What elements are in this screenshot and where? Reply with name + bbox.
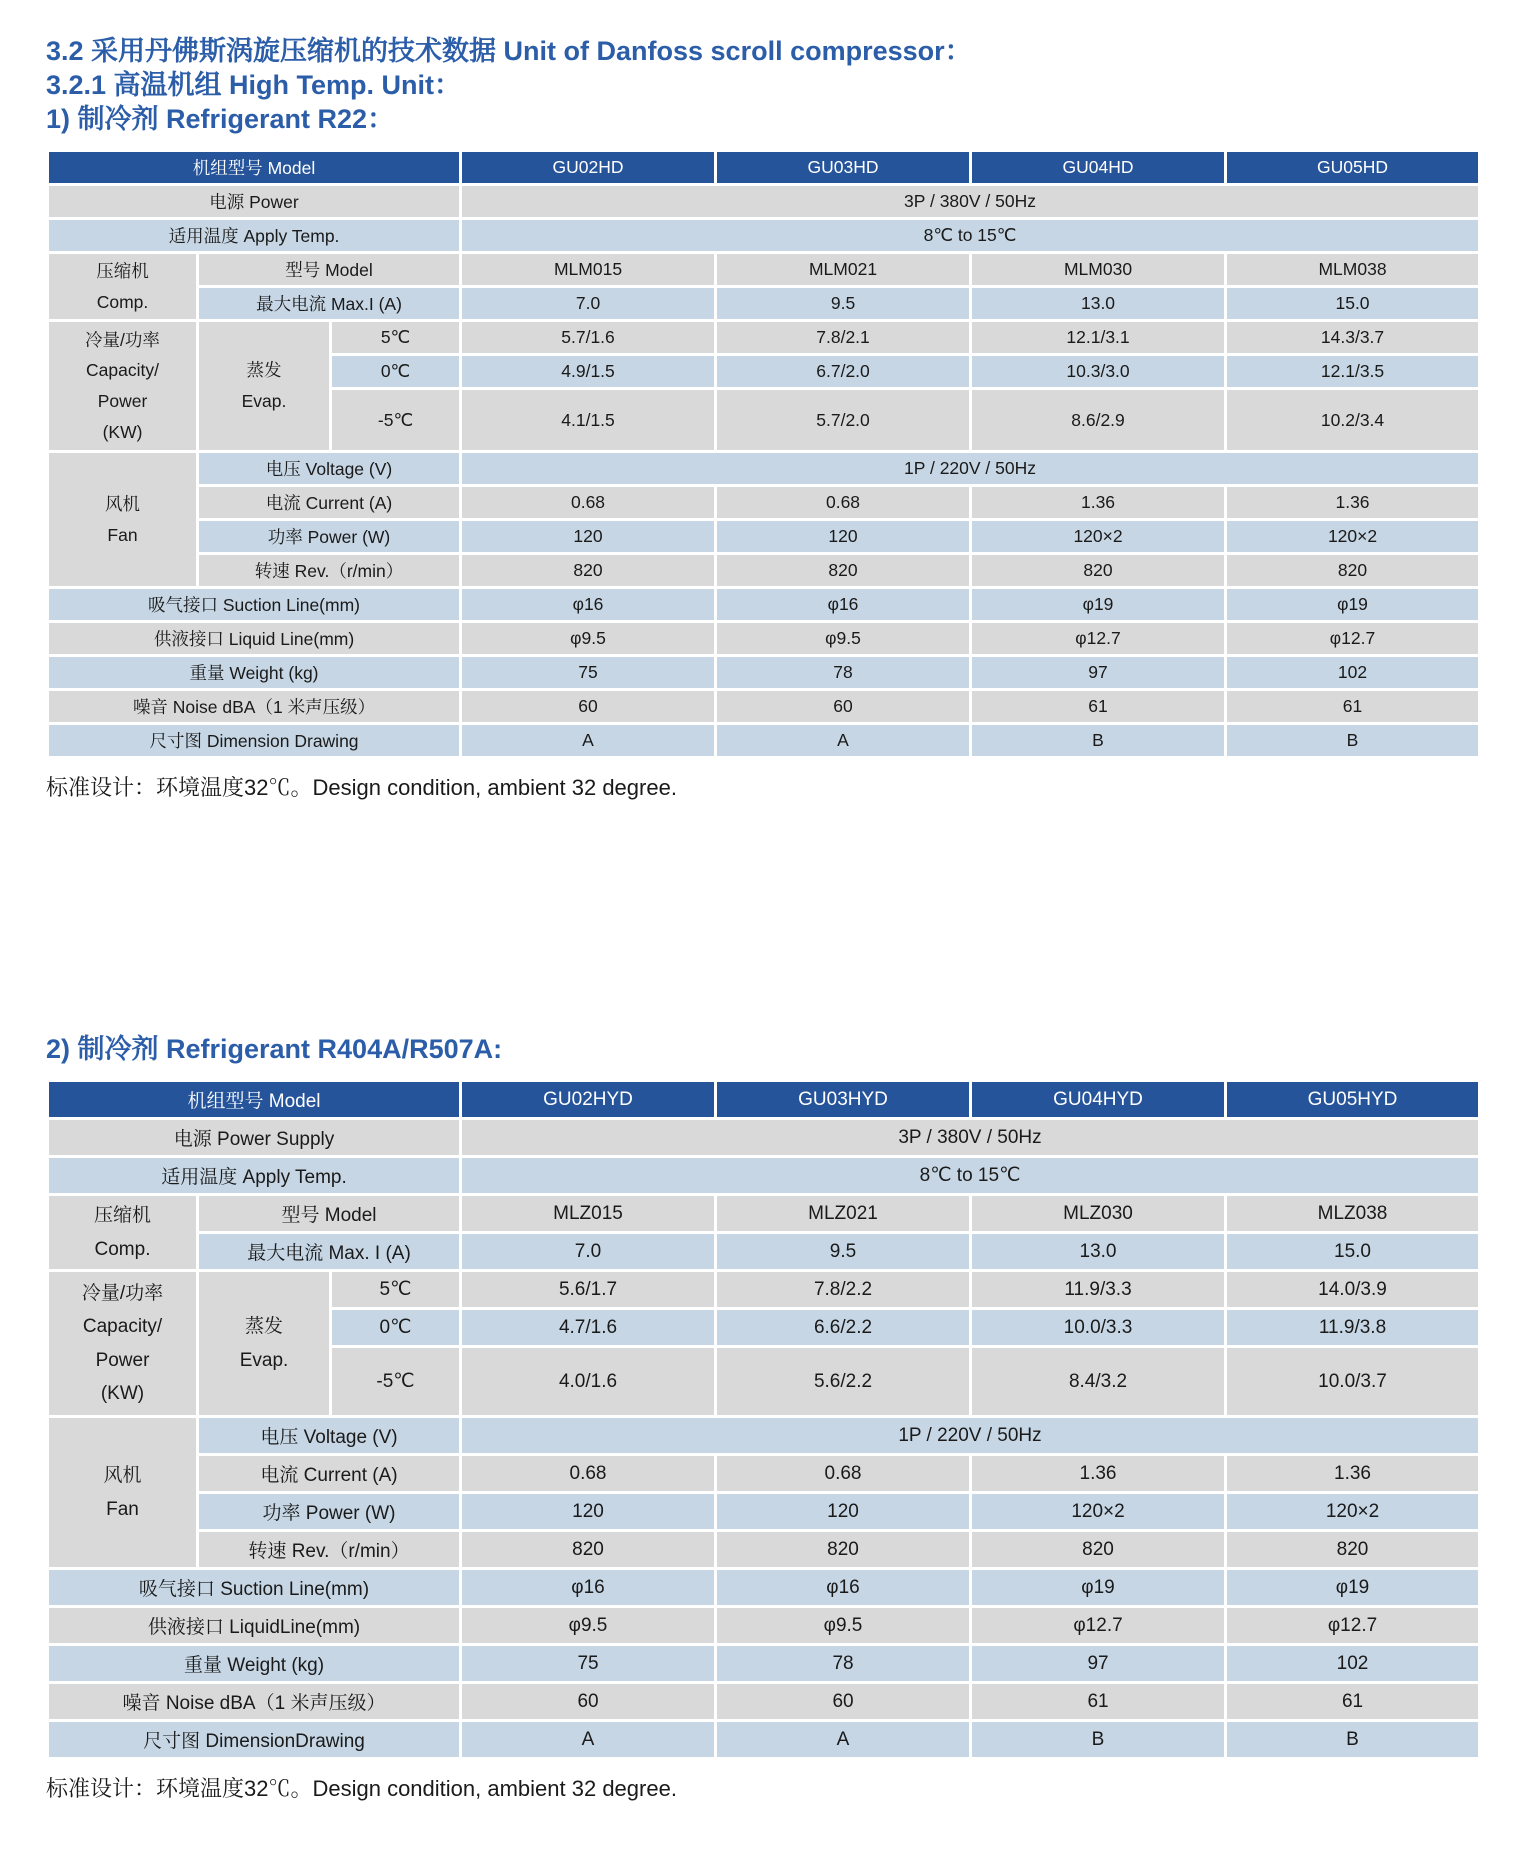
- value-cell: 4.7/1.6: [461, 1309, 716, 1347]
- model-column-header: GU04HD: [971, 151, 1226, 185]
- model-header-label: 机组型号 Model: [48, 151, 461, 185]
- table-row: [48, 486, 1480, 520]
- group-label-line: 冷量/功率: [81, 1283, 164, 1304]
- group-label-line: 风机: [105, 493, 140, 514]
- group-label-line: Evap.: [239, 1349, 289, 1371]
- group-label-evap: [198, 1271, 331, 1417]
- value-cell: 5.7/1.6: [461, 321, 716, 355]
- group-label-line: Evap.: [241, 391, 287, 411]
- row-label: 供液接口 Liquid Line(mm): [48, 622, 461, 656]
- model-header-label: 机组型号 Model: [48, 1081, 461, 1119]
- group-label-compressor: [48, 1195, 198, 1271]
- table-row: [48, 622, 1480, 656]
- value-cell: 75: [461, 1645, 716, 1683]
- value-cell: φ16: [716, 588, 971, 622]
- row-label: 尺寸图 DimensionDrawing: [48, 1721, 461, 1759]
- table-row: [48, 1683, 1480, 1721]
- section-title-r22: 1) 制冷剂 Refrigerant R22：: [46, 104, 395, 134]
- value-cell: 120×2: [1226, 520, 1480, 554]
- value-cell: 8℃ to 15℃: [461, 1157, 1480, 1195]
- value-cell: 120: [461, 520, 716, 554]
- group-label-line: Capacity/: [82, 1316, 163, 1338]
- model-column-header: GU04HYD: [971, 1081, 1226, 1119]
- value-cell: 11.9/3.8: [1226, 1309, 1480, 1347]
- table-row: [48, 554, 1480, 588]
- group-label-line: 压缩机: [96, 260, 149, 281]
- value-cell: 1.36: [971, 486, 1226, 520]
- value-cell: MLM021: [716, 253, 971, 287]
- table-row: [48, 1607, 1480, 1645]
- row-label: 型号 Model: [198, 1195, 461, 1233]
- value-cell: 60: [716, 690, 971, 724]
- group-label-line: Comp.: [96, 291, 149, 312]
- group-label-line: 压缩机: [93, 1205, 151, 1227]
- table-row: [48, 1157, 1480, 1195]
- row-label: 5℃: [331, 1271, 461, 1309]
- row-label: 电源 Power Supply: [48, 1119, 461, 1157]
- value-cell: φ19: [1226, 588, 1480, 622]
- row-label: 型号 Model: [198, 253, 461, 287]
- value-cell: 4.0/1.6: [461, 1347, 716, 1417]
- value-cell: B: [971, 724, 1226, 758]
- row-label: 吸气接口 Suction Line(mm): [48, 588, 461, 622]
- value-cell: 102: [1226, 656, 1480, 690]
- row-label: 电源 Power: [48, 185, 461, 219]
- value-cell: 3P / 380V / 50Hz: [461, 185, 1480, 219]
- row-label: 转速 Rev.（r/min）: [198, 554, 461, 588]
- group-label-line: 风机: [103, 1465, 142, 1487]
- group-label-line: Capacity/: [86, 360, 159, 381]
- model-column-header: GU03HYD: [716, 1081, 971, 1119]
- value-cell: 61: [971, 1683, 1226, 1721]
- group-label-fan: [48, 1417, 198, 1569]
- table-row: [48, 520, 1480, 554]
- value-cell: 10.2/3.4: [1226, 389, 1480, 452]
- value-cell: 8.4/3.2: [971, 1347, 1226, 1417]
- value-cell: 9.5: [716, 287, 971, 321]
- value-cell: 78: [716, 1645, 971, 1683]
- value-cell: φ19: [971, 588, 1226, 622]
- value-cell: 61: [971, 690, 1226, 724]
- value-cell: 78: [716, 656, 971, 690]
- row-label: 电流 Current (A): [198, 1455, 461, 1493]
- model-column-header: GU02HYD: [461, 1081, 716, 1119]
- value-cell: 102: [1226, 1645, 1480, 1683]
- value-cell: 120: [716, 520, 971, 554]
- value-cell: A: [716, 1721, 971, 1759]
- value-cell: 820: [1226, 554, 1480, 588]
- value-cell: 820: [1226, 1531, 1480, 1569]
- row-label: 最大电流 Max.I (A): [198, 287, 461, 321]
- value-cell: 60: [716, 1683, 971, 1721]
- value-cell: 4.9/1.5: [461, 355, 716, 389]
- value-cell: 14.3/3.7: [1226, 321, 1480, 355]
- table-row: [48, 321, 1480, 355]
- row-label: 最大电流 Max. I (A): [198, 1233, 461, 1271]
- table-row: [48, 1417, 1480, 1455]
- table-row: [48, 1233, 1480, 1271]
- value-cell: 12.1/3.1: [971, 321, 1226, 355]
- value-cell: A: [716, 724, 971, 758]
- page-subtitle: 3.2.1 高温机组 High Temp. Unit：: [46, 70, 462, 100]
- group-label-line: Comp.: [94, 1238, 151, 1260]
- value-cell: φ16: [461, 588, 716, 622]
- table-row: [48, 656, 1480, 690]
- row-label: 转速 Rev.（r/min）: [198, 1531, 461, 1569]
- value-cell: 820: [461, 1531, 716, 1569]
- table-header-row: [48, 1081, 1480, 1119]
- value-cell: 0.68: [461, 1455, 716, 1493]
- row-label: 功率 Power (W): [198, 520, 461, 554]
- row-label: -5℃: [331, 389, 461, 452]
- table-row: [48, 253, 1480, 287]
- model-column-header: GU05HYD: [1226, 1081, 1480, 1119]
- value-cell: 120×2: [971, 1493, 1226, 1531]
- value-cell: 15.0: [1226, 1233, 1480, 1271]
- model-column-header: GU05HD: [1226, 151, 1480, 185]
- design-condition-note: 标准设计：环境温度32℃。Design condition, ambient 32 degree.: [46, 775, 677, 800]
- design-condition-note: 标准设计：环境温度32℃。Design condition, ambient 32 degree.: [46, 1776, 677, 1801]
- value-cell: 820: [716, 1531, 971, 1569]
- value-cell: 97: [971, 656, 1226, 690]
- row-label: 噪音 Noise dBA（1 米声压级）: [48, 690, 461, 724]
- value-cell: φ12.7: [1226, 1607, 1480, 1645]
- value-cell: φ19: [1226, 1569, 1480, 1607]
- spec-table-r404a: [46, 1079, 1481, 1760]
- table-row: [48, 452, 1480, 486]
- group-label-evap: [198, 321, 331, 452]
- value-cell: 6.6/2.2: [716, 1309, 971, 1347]
- value-cell: A: [461, 724, 716, 758]
- row-label: 重量 Weight (kg): [48, 656, 461, 690]
- value-cell: 6.7/2.0: [716, 355, 971, 389]
- value-cell: 120×2: [971, 520, 1226, 554]
- value-cell: φ19: [971, 1569, 1226, 1607]
- row-label: 0℃: [331, 1309, 461, 1347]
- value-cell: MLM038: [1226, 253, 1480, 287]
- value-cell: 11.9/3.3: [971, 1271, 1226, 1309]
- group-label-capacity: [48, 321, 198, 452]
- group-label-fan: [48, 452, 198, 588]
- value-cell: 120×2: [1226, 1493, 1480, 1531]
- table-row: [48, 1271, 1480, 1309]
- value-cell: 120: [716, 1493, 971, 1531]
- value-cell: 820: [716, 554, 971, 588]
- value-cell: 1.36: [1226, 486, 1480, 520]
- group-label-line: 蒸发: [244, 1316, 283, 1338]
- value-cell: 61: [1226, 1683, 1480, 1721]
- value-cell: 1P / 220V / 50Hz: [461, 452, 1480, 486]
- table-row: [48, 1493, 1480, 1531]
- value-cell: MLM030: [971, 253, 1226, 287]
- value-cell: 820: [971, 1531, 1226, 1569]
- table-row: [48, 690, 1480, 724]
- table-row: [48, 1645, 1480, 1683]
- value-cell: φ12.7: [971, 1607, 1226, 1645]
- value-cell: 60: [461, 1683, 716, 1721]
- row-label: -5℃: [331, 1347, 461, 1417]
- value-cell: φ9.5: [716, 622, 971, 656]
- value-cell: 820: [971, 554, 1226, 588]
- value-cell: MLZ015: [461, 1195, 716, 1233]
- value-cell: 10.3/3.0: [971, 355, 1226, 389]
- table-header-row: [48, 151, 1480, 185]
- row-label: 供液接口 LiquidLine(mm): [48, 1607, 461, 1645]
- table-row: [48, 1569, 1480, 1607]
- table-row: [48, 287, 1480, 321]
- table-row: [48, 1119, 1480, 1157]
- group-label-line: Power: [97, 391, 148, 411]
- value-cell: 97: [971, 1645, 1226, 1683]
- row-label: 功率 Power (W): [198, 1493, 461, 1531]
- value-cell: A: [461, 1721, 716, 1759]
- value-cell: φ9.5: [461, 622, 716, 656]
- row-label: 0℃: [331, 355, 461, 389]
- value-cell: φ16: [461, 1569, 716, 1607]
- value-cell: 1.36: [1226, 1455, 1480, 1493]
- value-cell: B: [1226, 1721, 1480, 1759]
- value-cell: MLM015: [461, 253, 716, 287]
- value-cell: 10.0/3.3: [971, 1309, 1226, 1347]
- value-cell: 3P / 380V / 50Hz: [461, 1119, 1480, 1157]
- value-cell: 4.1/1.5: [461, 389, 716, 452]
- value-cell: 75: [461, 656, 716, 690]
- group-label-capacity: [48, 1271, 198, 1417]
- group-label-line: Power: [95, 1349, 150, 1371]
- table-row: [48, 1455, 1480, 1493]
- value-cell: 0.68: [716, 1455, 971, 1493]
- value-cell: 5.6/1.7: [461, 1271, 716, 1309]
- table-row: [48, 1195, 1480, 1233]
- value-cell: 7.8/2.1: [716, 321, 971, 355]
- table-row: [48, 1721, 1480, 1759]
- model-column-header: GU03HD: [716, 151, 971, 185]
- value-cell: 10.0/3.7: [1226, 1347, 1480, 1417]
- value-cell: 5.7/2.0: [716, 389, 971, 452]
- value-cell: B: [1226, 724, 1480, 758]
- value-cell: 8.6/2.9: [971, 389, 1226, 452]
- value-cell: 8℃ to 15℃: [461, 219, 1480, 253]
- row-label: 适用温度 Apply Temp.: [48, 1157, 461, 1195]
- value-cell: 1.36: [971, 1455, 1226, 1493]
- value-cell: 14.0/3.9: [1226, 1271, 1480, 1309]
- group-label-compressor: [48, 253, 198, 321]
- table-row: [48, 185, 1480, 219]
- value-cell: 12.1/3.5: [1226, 355, 1480, 389]
- value-cell: 61: [1226, 690, 1480, 724]
- row-label: 电压 Voltage (V): [198, 452, 461, 486]
- row-label: 适用温度 Apply Temp.: [48, 219, 461, 253]
- row-label: 电压 Voltage (V): [198, 1417, 461, 1455]
- group-label-line: (KW): [102, 421, 143, 442]
- value-cell: 13.0: [971, 1233, 1226, 1271]
- group-label-line: Fan: [107, 524, 138, 545]
- table-row: [48, 219, 1480, 253]
- value-cell: 60: [461, 690, 716, 724]
- row-label: 尺寸图 Dimension Drawing: [48, 724, 461, 758]
- table-row: [48, 724, 1480, 758]
- value-cell: MLZ021: [716, 1195, 971, 1233]
- value-cell: 0.68: [461, 486, 716, 520]
- row-label: 噪音 Noise dBA（1 米声压级）: [48, 1683, 461, 1721]
- row-label: 吸气接口 Suction Line(mm): [48, 1569, 461, 1607]
- value-cell: 1P / 220V / 50Hz: [461, 1417, 1480, 1455]
- value-cell: φ12.7: [971, 622, 1226, 656]
- value-cell: 9.5: [716, 1233, 971, 1271]
- value-cell: B: [971, 1721, 1226, 1759]
- value-cell: φ9.5: [461, 1607, 716, 1645]
- spec-table-r22: [46, 149, 1481, 759]
- group-label-line: (KW): [100, 1382, 145, 1404]
- value-cell: 15.0: [1226, 287, 1480, 321]
- group-label-line: 蒸发: [246, 360, 282, 381]
- value-cell: MLZ030: [971, 1195, 1226, 1233]
- table-row: [48, 588, 1480, 622]
- value-cell: 7.0: [461, 287, 716, 321]
- row-label: 重量 Weight (kg): [48, 1645, 461, 1683]
- page-title: 3.2 采用丹佛斯涡旋压缩机的技术数据 Unit of Danfoss scroll compressor：: [46, 36, 972, 66]
- section-title-r404a: 2) 制冷剂 Refrigerant R404A/R507A:: [46, 1034, 503, 1064]
- value-cell: 7.8/2.2: [716, 1271, 971, 1309]
- value-cell: φ16: [716, 1569, 971, 1607]
- row-label: 电流 Current (A): [198, 486, 461, 520]
- table-row: [48, 1531, 1480, 1569]
- group-label-line: Fan: [106, 1498, 139, 1520]
- value-cell: 0.68: [716, 486, 971, 520]
- value-cell: φ12.7: [1226, 622, 1480, 656]
- value-cell: 5.6/2.2: [716, 1347, 971, 1417]
- value-cell: 820: [461, 554, 716, 588]
- value-cell: 7.0: [461, 1233, 716, 1271]
- value-cell: MLZ038: [1226, 1195, 1480, 1233]
- model-column-header: GU02HD: [461, 151, 716, 185]
- row-label: 5℃: [331, 321, 461, 355]
- group-label-line: 冷量/功率: [85, 329, 160, 350]
- value-cell: φ9.5: [716, 1607, 971, 1645]
- value-cell: 120: [461, 1493, 716, 1531]
- value-cell: 13.0: [971, 287, 1226, 321]
